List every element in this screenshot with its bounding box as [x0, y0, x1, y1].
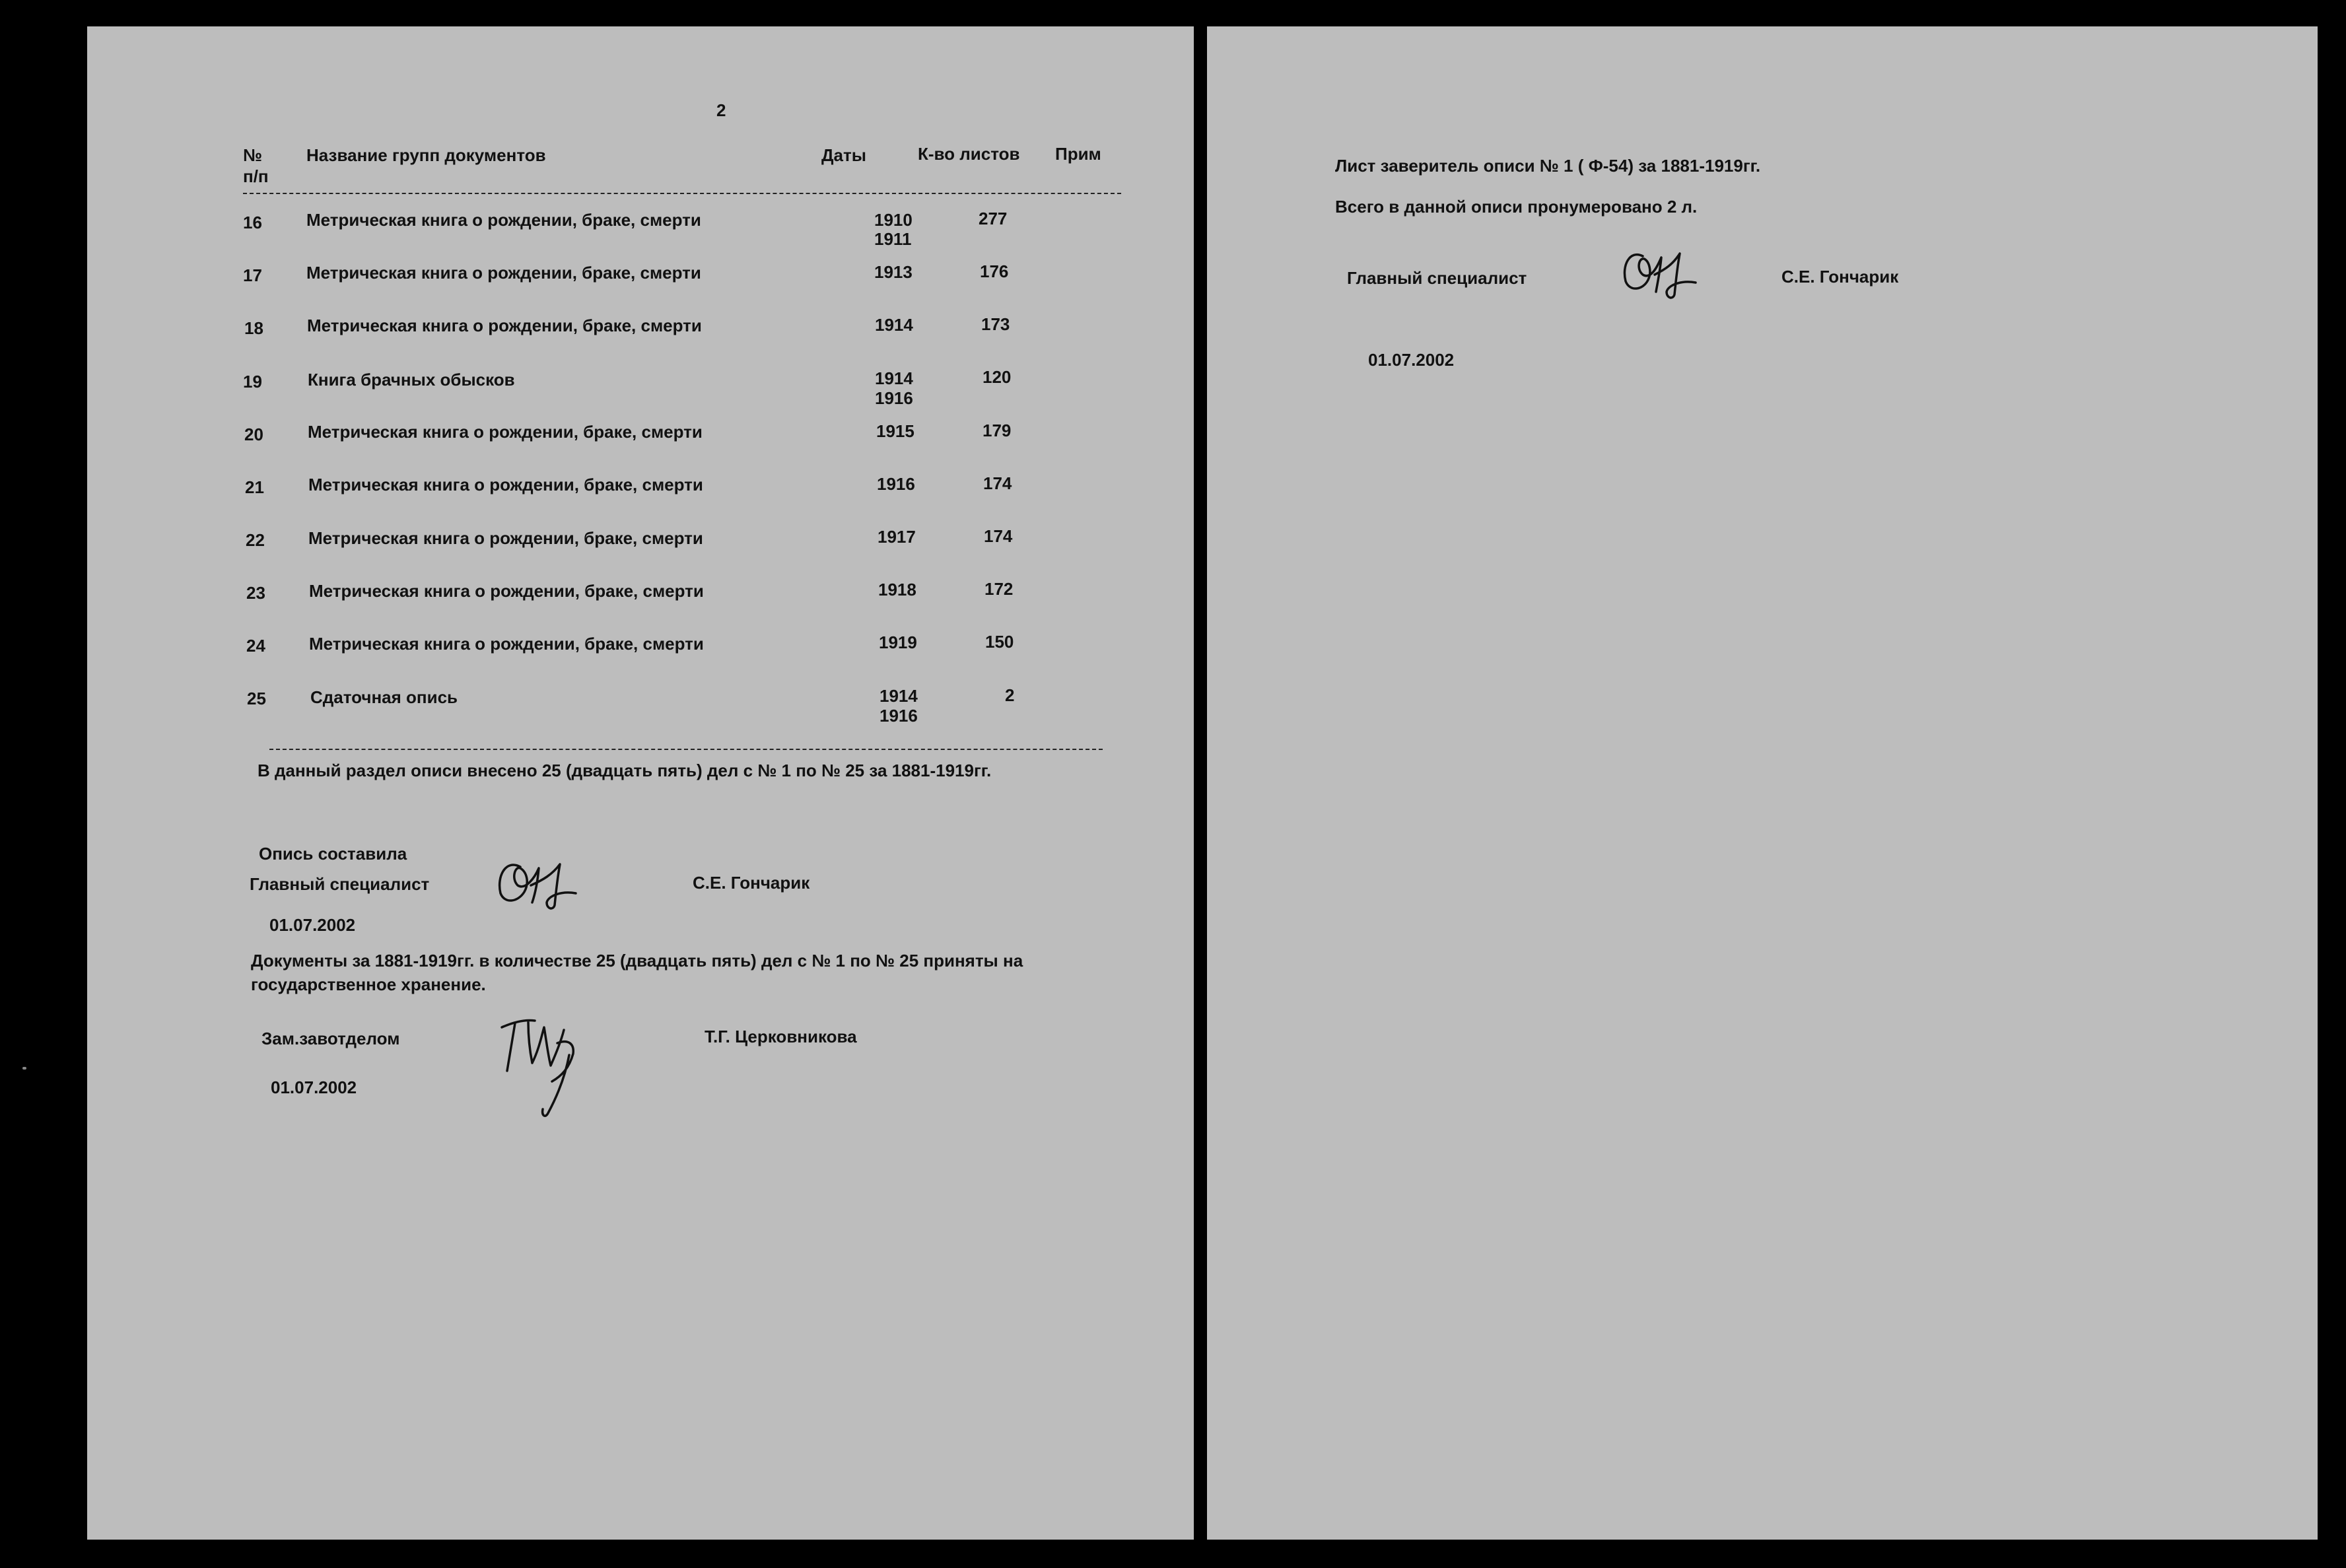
compiler-position: Главный специалист — [250, 874, 430, 894]
header-number: № — [243, 145, 262, 165]
row-number: 22 — [246, 530, 265, 550]
row-date: 1919 — [879, 632, 917, 652]
acceptor-name: Т.Г. Церковникова — [705, 1027, 857, 1046]
row-number: 25 — [247, 689, 266, 708]
row-sheets: 277 — [979, 209, 1008, 228]
row-title: Книга брачных обысков — [308, 370, 515, 390]
header-sheets: К-во листов — [918, 144, 1020, 164]
row-sheets: 174 — [984, 526, 1013, 546]
row-title: Метрическая книга о рождении, браке, смерти — [306, 210, 701, 230]
row-sheets: 2 — [1005, 685, 1015, 705]
specialist-name: С.Е. Гончарик — [1781, 267, 1899, 287]
row-number: 24 — [246, 636, 265, 656]
inventory-page-left — [87, 26, 1194, 1540]
page-number: 2 — [716, 100, 726, 120]
compiled-label: Опись составила — [259, 844, 407, 864]
row-date-end: 1916 — [880, 706, 918, 726]
accepted-date: 01.07.2002 — [271, 1077, 357, 1097]
row-title: Метрическая книга о рождении, браке, смерти — [306, 263, 701, 283]
row-date-end: 1916 — [875, 388, 913, 408]
certification-date: 01.07.2002 — [1368, 350, 1455, 370]
acceptor-position: Зам.завотделом — [261, 1029, 400, 1048]
row-title: Метрическая книга о рождении, браке, смерти — [308, 528, 703, 548]
row-number: 19 — [243, 372, 262, 392]
row-date: 1915 — [876, 421, 914, 441]
specialist-position: Главный специалист — [1347, 268, 1527, 288]
row-sheets: 172 — [984, 579, 1014, 599]
row-date: 1910 — [874, 210, 913, 230]
row-title: Метрическая книга о рождении, браке, смерти — [309, 634, 704, 654]
row-date: 1914 — [880, 686, 918, 706]
row-date-end: 1911 — [874, 229, 912, 249]
specialist-signature — [1619, 239, 1705, 302]
row-number: 21 — [245, 477, 264, 497]
header-number-line2: п/п — [243, 166, 269, 186]
row-date: 1914 — [875, 315, 913, 335]
row-date: 1914 — [875, 368, 913, 388]
total-numbered-line: Всего в данной описи пронумеровано 2 л. — [1335, 197, 1698, 217]
row-sheets: 174 — [983, 473, 1012, 493]
row-number: 16 — [243, 213, 262, 232]
header-note: Прим — [1055, 144, 1101, 164]
certification-title: Лист заверитель описи № 1 ( Ф-54) за 1881-1919гг. — [1335, 156, 1761, 176]
certification-page-right — [1207, 26, 2318, 1540]
summary-line: В данный раздел описи внесено 25 (двадцать пять) дел с № 1 по № 25 за 1881-1919гг. — [258, 761, 992, 780]
header-dates: Даты — [821, 145, 866, 165]
table-end-divider — [269, 749, 1103, 750]
row-number: 17 — [243, 265, 262, 285]
row-date: 1913 — [874, 262, 913, 282]
row-number: 18 — [244, 318, 263, 338]
row-sheets: 150 — [985, 632, 1014, 652]
row-date: 1918 — [878, 580, 916, 599]
acceptor-signature — [495, 1007, 588, 1126]
compiler-signature — [491, 848, 590, 912]
row-date: 1916 — [877, 474, 915, 494]
row-title: Сдаточная опись — [310, 687, 458, 707]
row-date: 1917 — [878, 527, 916, 547]
row-sheets: 120 — [983, 367, 1012, 387]
scan-speck — [22, 1067, 26, 1070]
acceptance-line: Документы за 1881-1919гг. в количестве 25 (двадцать пять) дел с № 1 по № 25 приняты на — [251, 951, 1023, 971]
compiler-name: С.Е. Гончарик — [693, 873, 810, 893]
header-divider — [243, 193, 1121, 194]
row-sheets: 179 — [983, 421, 1012, 440]
header-title: Название групп документов — [306, 145, 546, 165]
row-sheets: 176 — [980, 261, 1009, 281]
acceptance-line: государственное хранение. — [251, 974, 486, 994]
row-number: 23 — [246, 583, 265, 603]
row-sheets: 173 — [981, 314, 1010, 334]
row-title: Метрическая книга о рождении, браке, смерти — [308, 475, 703, 494]
row-title: Метрическая книга о рождении, браке, смерти — [308, 422, 703, 442]
row-title: Метрическая книга о рождении, браке, смерти — [309, 581, 704, 601]
row-number: 20 — [244, 425, 263, 444]
compiled-date: 01.07.2002 — [269, 915, 356, 935]
row-title: Метрическая книга о рождении, браке, смерти — [307, 316, 702, 335]
